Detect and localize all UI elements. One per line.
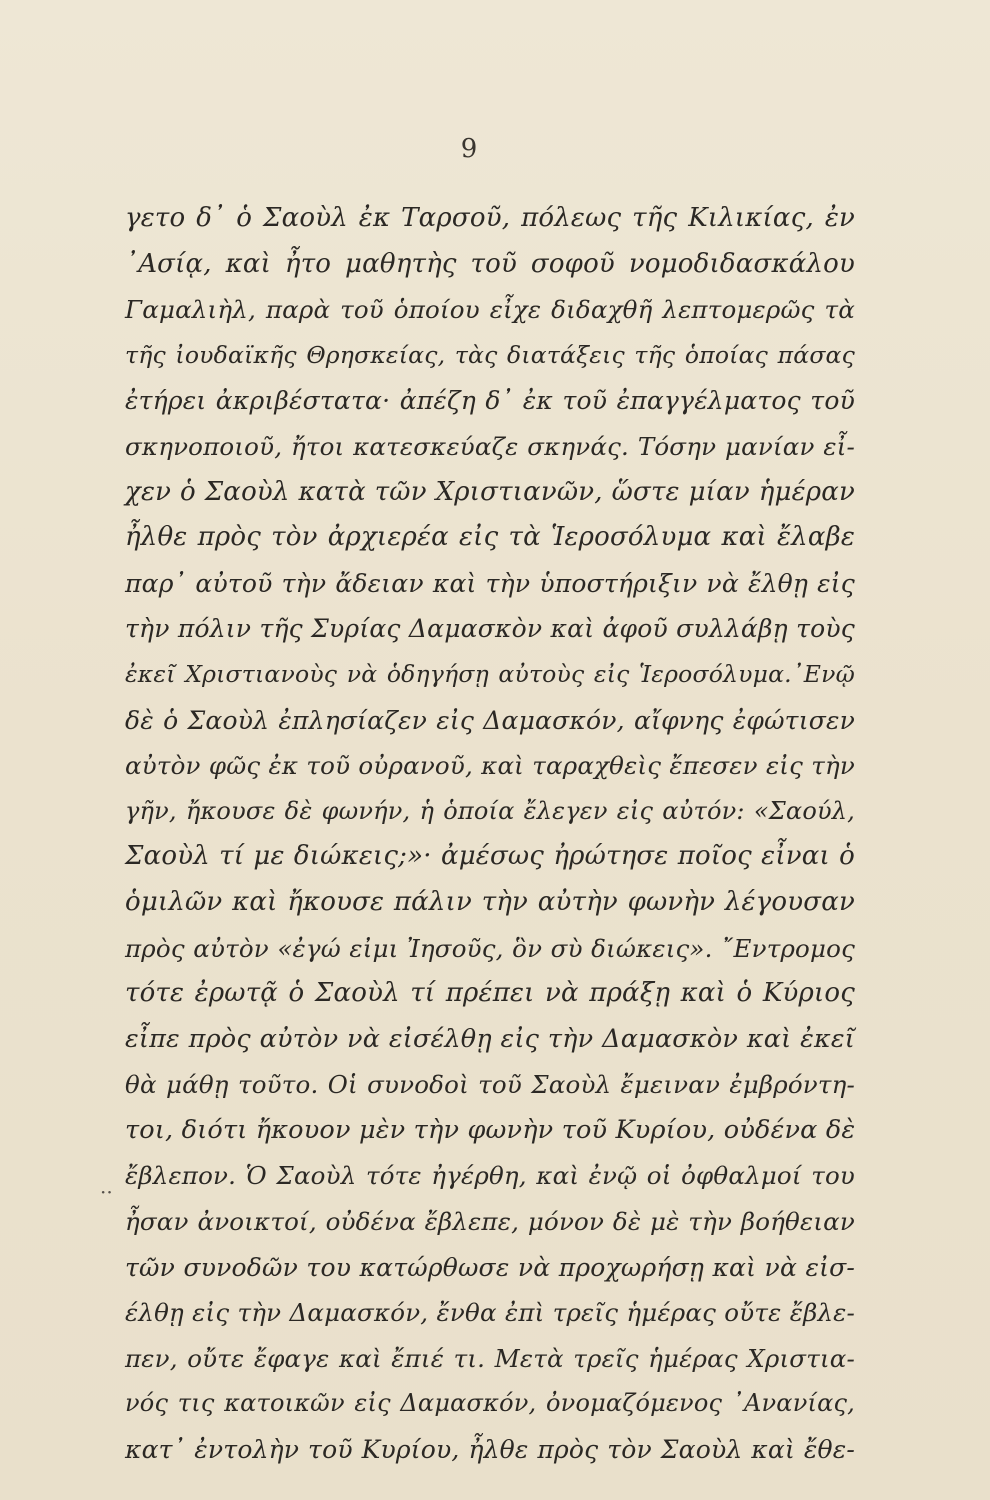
text-line: γετο δ᾽ ὁ Σαοὺλ ἐκ Ταρσοῦ, πόλεως τῆς Κιλικίας, ἐν (125, 203, 855, 233)
body-text (125, 196, 855, 1473)
text-line: πεν, οὔτε ἔφαγε καὶ ἔπιέ τι. Μετὰ τρεῖς ἡμέρας Χριστια- (125, 1343, 855, 1373)
text-line: τοι, διότι ἤκουον μὲν τὴν φωνὴν τοῦ Κυρίου, οὐδένα δὲ (125, 1114, 856, 1145)
text-line: ᾽Ασίᾳ, καὶ ἦτο μαθητὴς τοῦ σοφοῦ νομοδιδασκάλου (125, 248, 855, 279)
text-line: τῆς ἰουδαϊκῆς Θρησκείας, τὰς διατάξεις τῆς ὁποίας πάσας (125, 340, 855, 369)
text-line: Σαοὺλ τί με διώκεις;»· ἀμέσως ἠρώτησε ποῖος εἶναι ὁ (125, 841, 855, 872)
text-line: ἐκεῖ Χριστιανοὺς νὰ ὁδηγήσῃ αὐτοὺς εἰς Ἱεροσόλυμα.᾽Ενῷ (125, 659, 855, 688)
text-line: ἦσαν ἀνοικτοί, οὐδένα ἔβλεπε, μόνον δὲ μὲ τὴν βοήθειαν (125, 1207, 855, 1237)
text-line: αὐτὸν φῶς ἐκ τοῦ οὐρανοῦ, καὶ ταραχθεὶς ἔπεσεν εἰς τὴν (125, 751, 855, 781)
text-line: δὲ ὁ Σαοὺλ ἐπλησίαζεν εἰς Δαμασκόν, αἴφνης ἐφώτισεν (125, 705, 855, 735)
text-line: τῶν συνοδῶν του κατώρθωσε νὰ προχωρήσῃ καὶ νὰ εἰσ- (125, 1252, 855, 1282)
text-line: εἶπε πρὸς αὐτὸν νὰ εἰσέλθῃ εἰς τὴν Δαμασκὸν καὶ ἐκεῖ (125, 1023, 855, 1054)
text-line: κατ᾽ ἐντολὴν τοῦ Κυρίου, ἦλθε πρὸς τὸν Σαοὺλ καὶ ἔθε- (125, 1435, 855, 1465)
margin-mark: ·· (100, 1180, 113, 1204)
text-line: ἐτήρει ἀκριβέστατα· ἀπέζη δ᾽ ἐκ τοῦ ἐπαγγέλματος τοῦ (125, 386, 855, 416)
page-number: 9 (460, 134, 478, 164)
text-line: ἦλθε πρὸς τὸν ἀρχιερέα εἰς τὰ Ἱεροσόλυμα καὶ ἔλαβε (125, 522, 855, 553)
text-line: τὴν πόλιν τῆς Συρίας Δαμασκὸν καὶ ἀφοῦ συλλάβῃ τοὺς (125, 614, 855, 644)
text-line: θὰ μάθῃ τοῦτο. Οἱ συνοδοὶ τοῦ Σαοὺλ ἔμειναν ἐμβρόντη- (125, 1070, 855, 1100)
text-line: Γαμαλιὴλ, παρὰ τοῦ ὁποίου εἶχε διδαχθῆ λεπτομερῶς τὰ (125, 295, 855, 325)
text-line: τότε ἐρωτᾷ ὁ Σαοὺλ τί πρέπει νὰ πράξῃ καὶ ὁ Κύριος (125, 978, 855, 1009)
text-line: νός τις κατοικῶν εἰς Δαμασκόν, ὀνομαζόμενος ᾽Ανανίας, (125, 1389, 855, 1418)
text-line: ἔβλεπον. Ὁ Σαοὺλ τότε ἠγέρθη, καὶ ἐνῷ οἱ ὀφθαλμοί του (125, 1161, 855, 1191)
text-line: σκηνοποιοῦ, ἤτοι κατεσκεύαζε σκηνάς. Τόσην μανίαν εἶ- (125, 431, 855, 461)
text-line: πρὸς αὐτὸν «ἐγώ εἰμι Ἰησοῦς, ὃν σὺ διώκεις». ῎Εντρομος (125, 933, 855, 963)
text-line: χεν ὁ Σαοὺλ κατὰ τῶν Χριστιανῶν, ὥστε μίαν ἡμέραν (125, 476, 855, 507)
text-line: γῆν, ἤκουσε δὲ φωνήν, ἡ ὁποία ἔλεγεν εἰς αὐτόν: «Σαούλ, (125, 796, 855, 825)
text-line: ὁμιλῶν καὶ ἤκουσε πάλιν τὴν αὐτὴν φωνὴν λέγουσαν (125, 886, 855, 917)
text-line: παρ᾽ αὐτοῦ τὴν ἄδειαν καὶ τὴν ὑποστήριξιν νὰ ἔλθῃ εἰς (125, 568, 855, 598)
text-line: έλθῃ εἰς τὴν Δαμασκόν, ἔνθα ἐπὶ τρεῖς ἡμέρας οὔτε ἔβλε- (125, 1298, 855, 1328)
